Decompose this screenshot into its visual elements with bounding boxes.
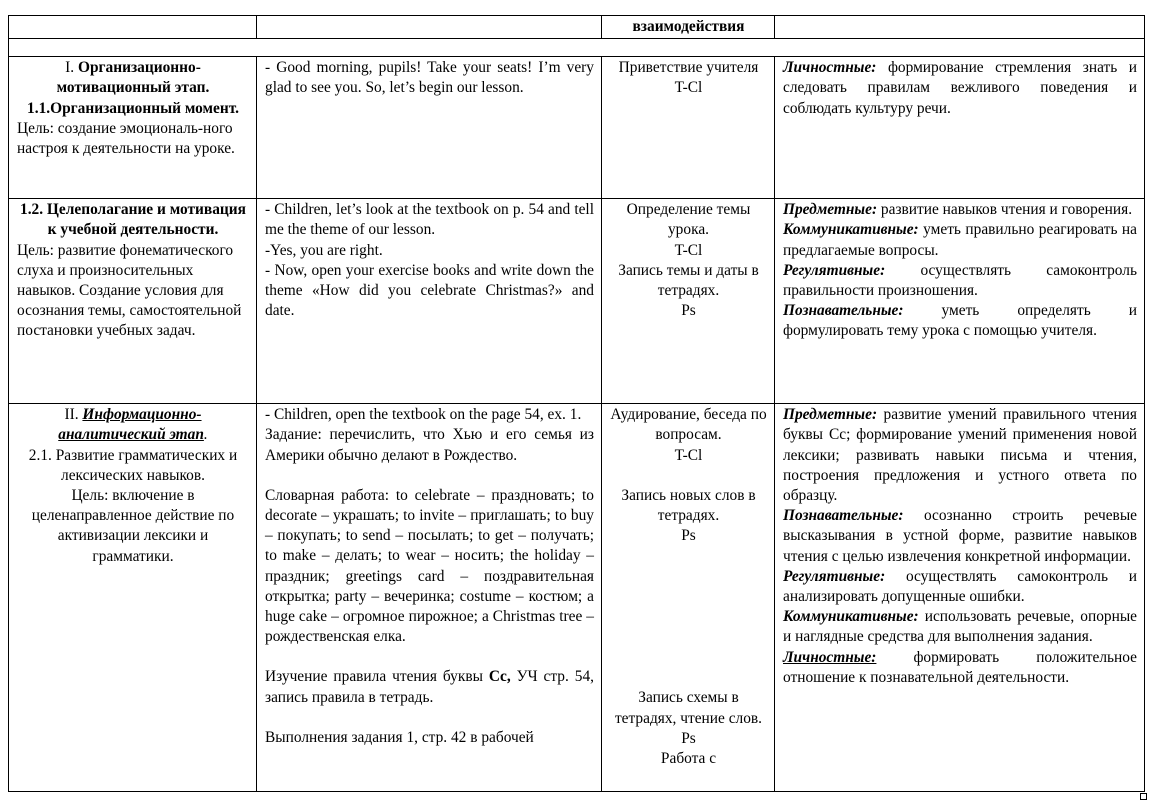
goal-text: Цель: развитие фонематического слуха и произносительных навыков. Создание условия для осознания темы, самостоятельной постановки учебных задач. (17, 241, 242, 340)
interaction-cell: Аудирование, беседа по вопросам. T-Cl Запись новых слов в тетрадях. Ps Запись схемы в тетрадях, чтение слов. Ps Работа с (602, 404, 775, 792)
header-row (9, 16, 1145, 39)
empty-row (9, 39, 1145, 57)
stage-cell: I. Организационно-мотивационный этап. 1.1.Организационный момент. Цель: создание эмоциональ-ного настроя к деятельности на уроке. (9, 57, 257, 199)
stage-cell: 1.2. Целеполагание и мотивация к учебной деятельности. Цель: развитие фонематического слуха и произносительных навыков. Создание условия для осознания темы, самостоятельной постановки учебных задач. (9, 199, 257, 404)
teacher-cell: - Good morning, pupils! Take your seats! I’m very glad to see you. So, let’s begin our lesson. (257, 57, 602, 199)
teacher-cell: - Children, open the textbook on the page 54, ex. 1. Задание: перечислить, что Хью и его семья из Америки обычно делают в Рождество. Словарная работа: to celebrate – праздновать; to decorate – украшать; to invite – приглашать; to buy – покупать; to send – посылать; to get – получать; to make – делать; to wear – носить; the holiday – праздник; greetings card – поздравительная открытка; party – вечеринка; costume – костюм; a huge cake – огромное пирожное; a Christmas tree – рождественская елка. Изучение правила чтения буквы Cc, УЧ стр. 54, запись правила в тетрадь. Выполнения задания 1, стр. 42 в рабочей (257, 404, 602, 792)
uud-cell: Предметные: развитие умений правильного чтения буквы Cc; формирование умений применения новой лексики; развивать навыки письма и чтения, построения предложения и устного ответа по образцу. Познавательные: осознанно строить речевые высказывания в устной форме, развитие навыков чтения с целью извлечения конкретной информации. Регулятивные: осуществлять самоконтроль и анализировать допущенные ошибки. Коммуникативные: использовать речевые, опорные и наглядные средства для выполнения задания. Личностные: формировать положительное отношение к познавательной деятельности. (775, 404, 1145, 792)
goal-text: Цель: создание эмоциональ-ного настроя к деятельности на уроке. (17, 119, 235, 158)
uud-cell: Предметные: развитие навыков чтения и говорения. Коммуникативные: уметь правильно реагировать на предлагаемые вопросы. Регулятивные: осуществлять самоконтроль правильности произношения. Познавательные: уметь определять и формулировать тему урока с помощью учителя. (775, 199, 1145, 404)
interaction-cell: Определение темы урока. T-Cl Запись темы и даты в тетрадях. Ps (602, 199, 775, 404)
lesson-plan-table (8, 15, 1145, 792)
header-interaction-cell: взаимодействия (602, 16, 775, 39)
interaction-cell: Приветствие учителя T-Cl (602, 57, 775, 199)
uud-cell: Личностные: формирование стремления знать и следовать правилам вежливого поведения и соблюдать культуру речи. (775, 57, 1145, 199)
goal-text: Цель: включение в целенаправленное действие по активизации лексики и грамматики. (31, 487, 235, 565)
table-row (9, 57, 1145, 199)
teacher-cell: - Children, let’s look at the textbook on p. 54 and tell me the theme of our lesson. -Yes, you are right. - Now, open your exercise books and write down the theme «How did you celebrate Christmas?» and date. (257, 199, 602, 404)
table-row (9, 199, 1145, 404)
stage-cell: II. Информационно-аналитический этап. 2.1. Развитие грамматических и лексических навыков. Цель: включение в целенаправленное действие по активизации лексики и грамматики. (9, 404, 257, 792)
table-row (9, 404, 1145, 792)
table-resize-handle[interactable] (1140, 793, 1147, 800)
